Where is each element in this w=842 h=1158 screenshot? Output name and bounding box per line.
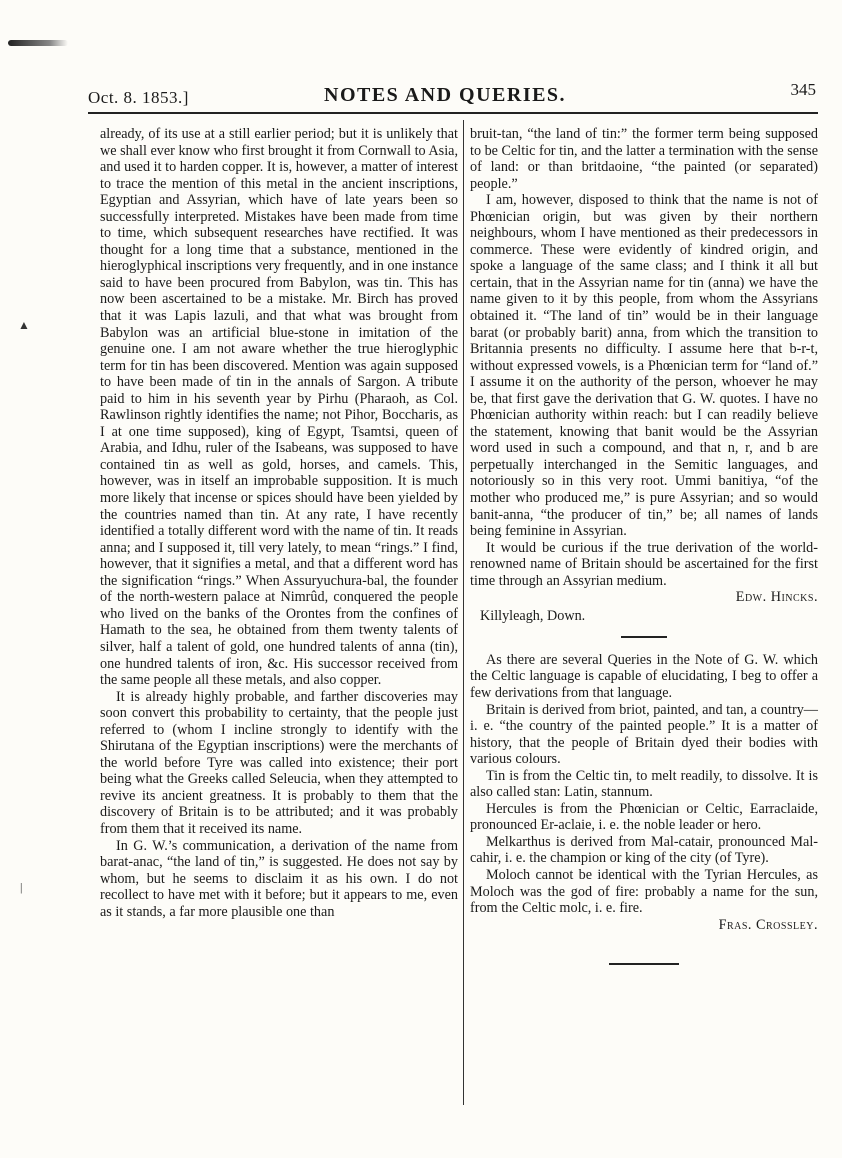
page-header: [88, 78, 818, 112]
column-divider: [463, 120, 464, 1105]
left-paragraph-1: already, of its use at a still earlier period; but it is unlikely that we shall ever know who first brought it from Cornwall to Asia, and used it to harden copper. It is, however, a matter of interest to trace the mention of this metal in the ancient inscriptions, Egyptian and Assyrian, which have of late years been so successfully interpreted. Mistakes have been made from time to time, which subsequent researches have rectified. It was thought for a long time that a substance, mentioned in the hieroglyphical inscriptions very frequently, and in one instance said to have been procured from Babylon, was tin. This has now been ascertained to be a mistake. Mr. Birch has proved that it was Lapis lazuli, and that what was brought from Babylon was an artificial blue-stone in imitation of the genuine one. I am not aware whether the true hieroglyphic term for tin has been discovered. Mention was again supposed to have been made of tin in the annals of Sargon. A tribute paid to him in his seventh year by Pirhu (Pharaoh, as Col. Rawlinson rightly identifies the name; not Pihor, Boccharis, as I at one time supposed), king of Egypt, Tsamtsi, queen of Arabia, and Idhu, ruler of the Isabeans, was supposed to have contained tin as well as gold, horses, and camels. This, however, was in itself an improbable supposition. It is much more likely that incense or spices should have been yielded by the countries named than tin. At any rate, I have recently identified a totally different word with the name of tin. It reads anna; and I supposed it, till very lately, to mean “rings.” I find, however, that it signifies a metal, and that a different word has the signification “rings.” When Assuryuchura-bal, the founder of the north-western palace at Nimrûd, conquered the people who lived on the banks of the Orontes from the confines of Hamath to the sea, he obtained from them twenty talents of silver, half a talent of gold, one hundred talents of anna (tin), one hundred talents of iron, &c. His successor received from the same people all these metals, and also copper.: [100, 126, 458, 689]
header-rule: [88, 112, 818, 114]
right-paragraph-1: bruit-tan, “the land of tin:” the former term being supposed to be Celtic for tin, and the latter a termination with the sense of land: or than britdaoine, “the painted (or separated) people.”: [470, 126, 818, 192]
right-paragraph-4: As there are several Queries in the Note of G. W. which the Celtic language is capable of elucidating, I beg to offer a few derivations from that language.: [470, 651, 818, 701]
right-paragraph-8: Melkarthus is derived from Mal-catair, pronounced Mal-cahir, i. e. the champion or king of the city (of Tyre).: [470, 833, 818, 867]
header-date: Oct. 8. 1853.]: [88, 88, 189, 107]
signature-hincks: Edw. Hincks.: [735, 589, 818, 606]
left-paragraph-3: In G. W.’s communication, a derivation of the name from barat-anac, “the land of tin,” is suggested. He does not say by whom, but he seems to disclaim it as his own. I do not recollect to have met with it before; but it appears to me, even as it stands, a far more plausible one than: [100, 837, 458, 920]
left-paragraph-2: It is already highly probable, and farther discoveries may soon convert this probability to certainty, that the people just referred to (whom I incline strongly to identify with the Shirutana of the Egyptian inscriptions) were the merchants of the world before Tyre was called into existence; their port being what the Greeks called Seleucia, when they attempted to revive its ancient greatness. It is probably to them that the discovery of Britain is to be attributed; and it was probably from them that it received its name.: [100, 688, 458, 837]
right-paragraph-2: I am, however, disposed to think that the name is not of Phœnician origin, but was given by their northern neighbours, whom I have mentioned as their predecessors in commerce. These were evidently of kindred origin, and spoke a language of the same class; and I think it all but certain, that in the Assyrian name for tin (anna) we have the name given to it by this people, from whom the Assyrians obtained it. “The land of tin” would be in their language barat (or probably barit) anna, from which the transition to Britannia presents no difficulty. I assume here that b-r-t, without expressed vowels, is a Phœnician term for “land of.” I assume it on the authority of the person, whoever he may be, that first gave the derivation that G. W. quotes. I have no Phœnician authority within reach: but I can readily believe the statement, knowing that banit would be the Assyrian word used in such a compound, and that n, r, and b are perpetually interchanged in the Semitic languages, and notoriously so in this very root. Ummi banitiya, “of the mother who produced me,” is pure Assyrian; and so would banit-anna, “the producer of tin,” be; all names of lands being feminine in Assyrian.: [470, 192, 818, 540]
margin-mark-a: ▲: [18, 318, 30, 332]
right-paragraph-5: Britain is derived from briot, painted, and tan, a country—i. e. “the country of the painted people.” It is a matter of history, that the people of Britain dyed their bodies with various colours.: [470, 701, 818, 768]
right-paragraph-7: Hercules is from the Phœnician or Celtic, Earraclaide, pronounced Er-aclaie, i. e. the noble leader or hero.: [470, 800, 818, 834]
signature-crossley: Fras. Crossley.: [718, 916, 818, 933]
end-separator: [609, 963, 679, 965]
page-number: 345: [790, 80, 816, 99]
right-paragraph-6: Tin is from the Celtic tin, to melt readily, to dissolve. It is also called stan: Latin, stannum.: [470, 767, 818, 801]
right-column: [470, 126, 818, 965]
scan-edge-mark: [8, 40, 68, 46]
left-column: [100, 126, 458, 920]
right-paragraph-9: Moloch cannot be identical with the Tyrian Hercules, as Moloch was the god of fire: probably a name for the sun, from the Celtic molc, i. e. fire.: [470, 867, 818, 917]
right-paragraph-3: It would be curious if the true derivation of the world-renowned name of Britain should be ascertained for the first time through an Assyrian medium.: [470, 539, 818, 589]
header-title: NOTES AND QUERIES.: [324, 84, 567, 106]
place-killyleagh: Killyleagh, Down.: [480, 607, 586, 624]
section-separator: [621, 636, 667, 638]
margin-mark-b: |: [20, 880, 23, 894]
